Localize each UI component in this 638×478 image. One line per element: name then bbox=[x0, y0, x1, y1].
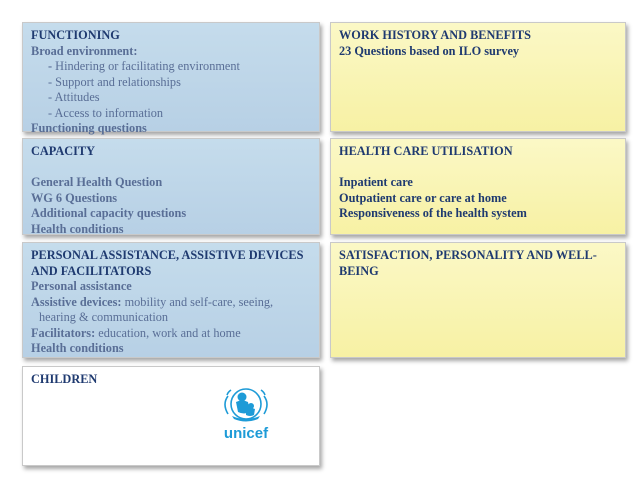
functioning-item-attitudes: - Attitudes bbox=[48, 90, 100, 104]
satisfaction-box bbox=[330, 242, 626, 358]
assistive-devices-label: Assistive devices: bbox=[31, 294, 122, 309]
assistive-devices-cont: hearing & communication bbox=[39, 310, 169, 324]
work-history-box bbox=[330, 22, 626, 132]
health-care-title: HEALTH CARE UTILISATION bbox=[339, 144, 513, 158]
health-care-inpatient: Inpatient care bbox=[339, 175, 413, 189]
facilitators-label: Facilitators: bbox=[31, 325, 96, 340]
health-care-box bbox=[330, 138, 626, 235]
functioning-item-hindering bbox=[31, 59, 311, 75]
personal-assistance-title-1: PERSONAL ASSISTANCE, ASSISTIVE DEVICES bbox=[31, 248, 304, 262]
functioning-title: FUNCTIONING bbox=[31, 28, 120, 42]
capacity-health-conditions: Health conditions bbox=[31, 221, 124, 236]
capacity-additional: Additional capacity questions bbox=[31, 206, 187, 220]
personal-assistance-line: Personal assistance bbox=[31, 279, 132, 293]
work-history-line: 23 Questions based on ILO survey bbox=[339, 43, 520, 58]
health-care-outpatient: Outpatient care or care at home bbox=[339, 190, 507, 205]
broad-environment-label: Broad environment: bbox=[31, 43, 138, 58]
work-history-title: WORK HISTORY AND BENEFITS bbox=[339, 28, 531, 42]
assistive-devices-line bbox=[31, 295, 311, 311]
personal-assistance-title-2: AND FACILITATORS bbox=[31, 263, 152, 278]
children-title: CHILDREN bbox=[31, 372, 98, 386]
capacity-general-health: General Health Question bbox=[31, 175, 163, 189]
facilitators-text: education, work and at home bbox=[95, 325, 241, 340]
svg-text:unicef: unicef bbox=[223, 425, 269, 442]
spacer bbox=[339, 160, 617, 176]
bullet-dash: - bbox=[48, 59, 53, 73]
unicef-logo bbox=[212, 382, 280, 444]
capacity-box bbox=[22, 138, 320, 235]
facilitators-line bbox=[31, 326, 311, 342]
functioning-item-hindering-text: Hindering or facilitating environment bbox=[52, 59, 240, 73]
satisfaction-title-2: BEING bbox=[339, 263, 379, 278]
functioning-box bbox=[22, 22, 320, 135]
assistive-devices-text: mobility and self-care, seeing, bbox=[121, 294, 274, 309]
functioning-item-support: - Support and relationships bbox=[48, 74, 181, 89]
personal-assistance-box bbox=[22, 242, 320, 358]
functioning-questions: Functioning questions bbox=[31, 121, 147, 135]
personal-health-conditions: Health conditions bbox=[31, 341, 124, 355]
functioning-item-access: - Access to information bbox=[48, 105, 164, 120]
health-care-responsiveness: Responsiveness of the health system bbox=[339, 206, 527, 220]
satisfaction-title-1: SATISFACTION, PERSONALITY AND WELL- bbox=[339, 248, 597, 262]
unicef-emblem-icon bbox=[212, 382, 280, 444]
spacer bbox=[31, 160, 311, 176]
capacity-wg6: WG 6 Questions bbox=[31, 190, 118, 205]
capacity-title: CAPACITY bbox=[31, 144, 95, 158]
